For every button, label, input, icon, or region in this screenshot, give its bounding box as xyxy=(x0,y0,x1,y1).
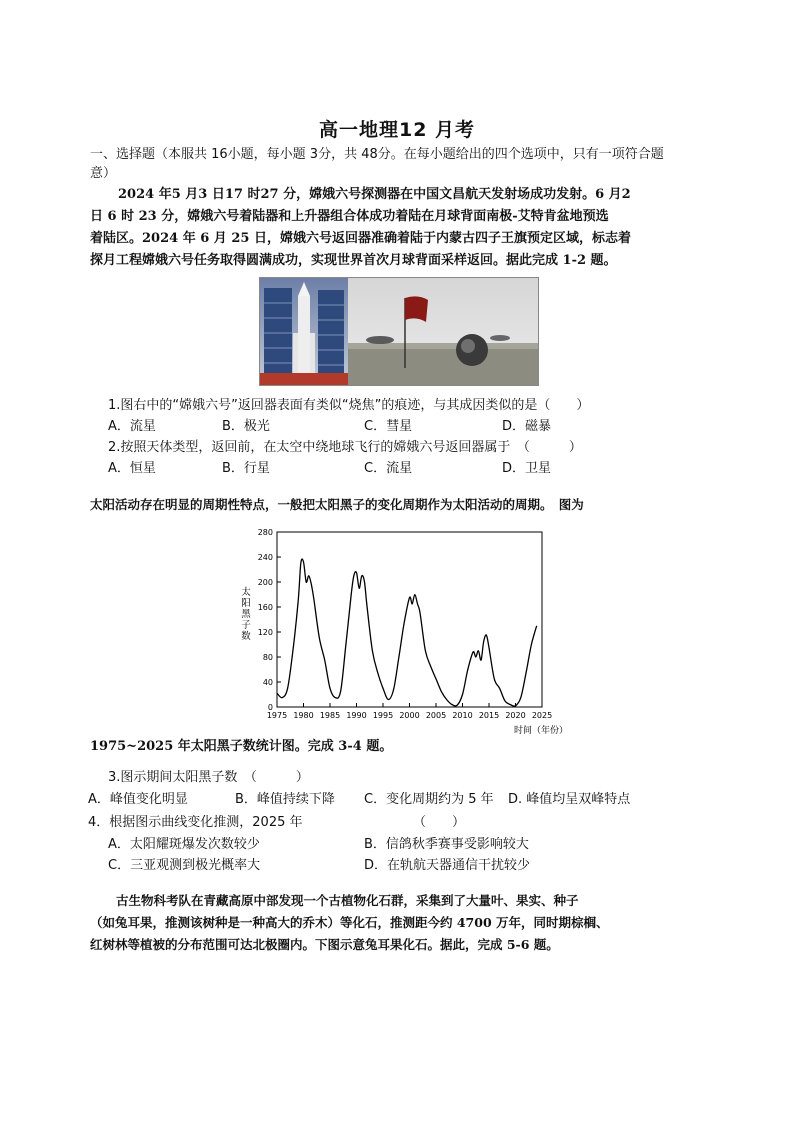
page-title: 高一地理12 月考 xyxy=(318,119,476,141)
change6-photo xyxy=(259,277,539,386)
x-tick-label: 2005 xyxy=(425,711,447,720)
q1-option-c[interactable]: C．彗星 xyxy=(364,419,413,434)
q4-option-a[interactable]: A．太阳耀斑爆发次数较少 xyxy=(108,837,260,852)
passage1-line: 日 6 时 23 分，嫦娥六号着陆器和上升器组合体成功着陆在月球背面南极-艾特肯盆地预选 xyxy=(90,209,609,224)
rocket-launch-image xyxy=(260,278,348,385)
q2-option-a[interactable]: A．恒星 xyxy=(108,461,156,476)
y-axis-label-char: 数 xyxy=(241,631,251,642)
section-instruction-line1: 一、选择题（本服共 16小题，每小题 3分，共 48分。在每小题给出的四个选项中，只有一项符合题 xyxy=(90,147,664,162)
y-tick-label: 80 xyxy=(262,653,273,662)
x-tick-label: 2000 xyxy=(399,711,420,720)
question-2-stem: 2.按照天体类型，返回前，在太空中绕地球飞行的嫦娥六号返回器属于 （ ） xyxy=(108,440,582,455)
passage3-line: 红树林等植被的分布范围可达北极圈内。下图示意兔耳果化石。据此，完成 5-6 题。 xyxy=(90,937,559,952)
y-tick-label: 120 xyxy=(257,628,273,637)
passage1-line: 2024 年5 月3 日17 时27 分，嫦娥六号探测器在中国文昌航天发射场成功发射。6 月2 xyxy=(118,187,631,202)
question-4-answer-paren: （ ） xyxy=(413,815,466,830)
passage1-line: 着陆区。2024 年 6 月 25 日，嫦娥六号返回器准确着陆于内蒙古四子王旗预定区域，标志着 xyxy=(90,231,631,246)
q2-option-b[interactable]: B．行星 xyxy=(222,461,270,476)
q1-option-b[interactable]: B．极光 xyxy=(222,419,270,434)
y-tick-label: 0 xyxy=(267,703,273,712)
y-axis-label-char: 子 xyxy=(241,620,251,631)
y-axis-label-char: 太 xyxy=(241,587,251,598)
q4-option-c[interactable]: C．三亚观测到极光概率大 xyxy=(108,858,261,873)
y-axis-label-char: 黑 xyxy=(241,609,251,620)
passage2-line1: 太阳活动存在明显的周期性特点，一般把太阳黑子的变化周期作为太阳活动的周期。 图为 xyxy=(90,497,584,512)
q2-option-d[interactable]: D．卫星 xyxy=(502,461,552,476)
x-tick-label: 1995 xyxy=(372,711,394,720)
q3-option-d[interactable]: D. 峰值均呈双峰特点 xyxy=(508,792,631,807)
x-tick-label: 2015 xyxy=(478,711,500,720)
x-tick-label: 1990 xyxy=(346,711,367,720)
x-tick-label: 2010 xyxy=(452,711,473,720)
sunspot-series-line xyxy=(277,559,537,706)
q2-option-c[interactable]: C．流星 xyxy=(364,461,413,476)
y-axis-label-char: 阳 xyxy=(241,598,251,609)
y-tick-label: 160 xyxy=(257,603,273,612)
x-tick-label: 1980 xyxy=(293,711,314,720)
x-tick-label: 1975 xyxy=(266,711,288,720)
q1-option-a[interactable]: A．流星 xyxy=(108,419,156,434)
x-tick-label: 2025 xyxy=(531,711,553,720)
return-capsule-landing-image xyxy=(348,278,538,385)
question-3-stem: 3.图示期间太阳黑子数 （ ） xyxy=(108,770,309,785)
passage1-line: 探月工程嫦娥六号任务取得圆满成功，实现世界首次月球背面采样返回。据此完成 1-2 题。 xyxy=(90,253,617,268)
question-4-stem: 4．根据图示曲线变化推测，2025 年 xyxy=(88,815,303,830)
q1-option-d[interactable]: D．磁暴 xyxy=(502,419,552,434)
passage3-line: （如兔耳果，推测该树种是一种高大的乔木）等化石，推测距今约 4700 万年，同时期棕榈、 xyxy=(90,915,609,930)
q4-option-d[interactable]: D．在轨航天器通信干扰较少 xyxy=(364,858,531,873)
q3-option-a[interactable]: A．峰值变化明显 xyxy=(88,792,188,807)
q3-option-b[interactable]: B．峰值持续下降 xyxy=(235,792,335,807)
q4-option-b[interactable]: B．信鸽秋季赛事受影响较大 xyxy=(364,837,529,852)
y-tick-label: 40 xyxy=(262,678,273,687)
passage2-line2: 1975~2025 年太阳黑子数统计图。完成 3-4 题。 xyxy=(90,739,393,754)
y-tick-label: 280 xyxy=(257,528,273,537)
question-1-stem: 1.图右中的“嫦娥六号”返回器表面有类似“烧焦”的痕迹，与其成因类似的是（ ） xyxy=(108,398,590,413)
y-tick-label: 200 xyxy=(257,578,273,587)
sunspot-chart-svg xyxy=(237,527,567,737)
x-tick-label: 2020 xyxy=(505,711,526,720)
y-tick-label: 240 xyxy=(257,553,273,562)
sunspot-chart xyxy=(237,527,567,737)
passage3-line: 古生物科考队在青藏高原中部发现一个古植物化石群，采集到了大量叶、果实、种子 xyxy=(116,893,579,908)
x-tick-label: 1985 xyxy=(319,711,341,720)
section-instruction-line2: 意） xyxy=(90,166,117,181)
q3-option-c[interactable]: C．变化周期约为 5 年 xyxy=(364,792,494,807)
x-axis-label: 时间（年份） xyxy=(514,726,567,736)
